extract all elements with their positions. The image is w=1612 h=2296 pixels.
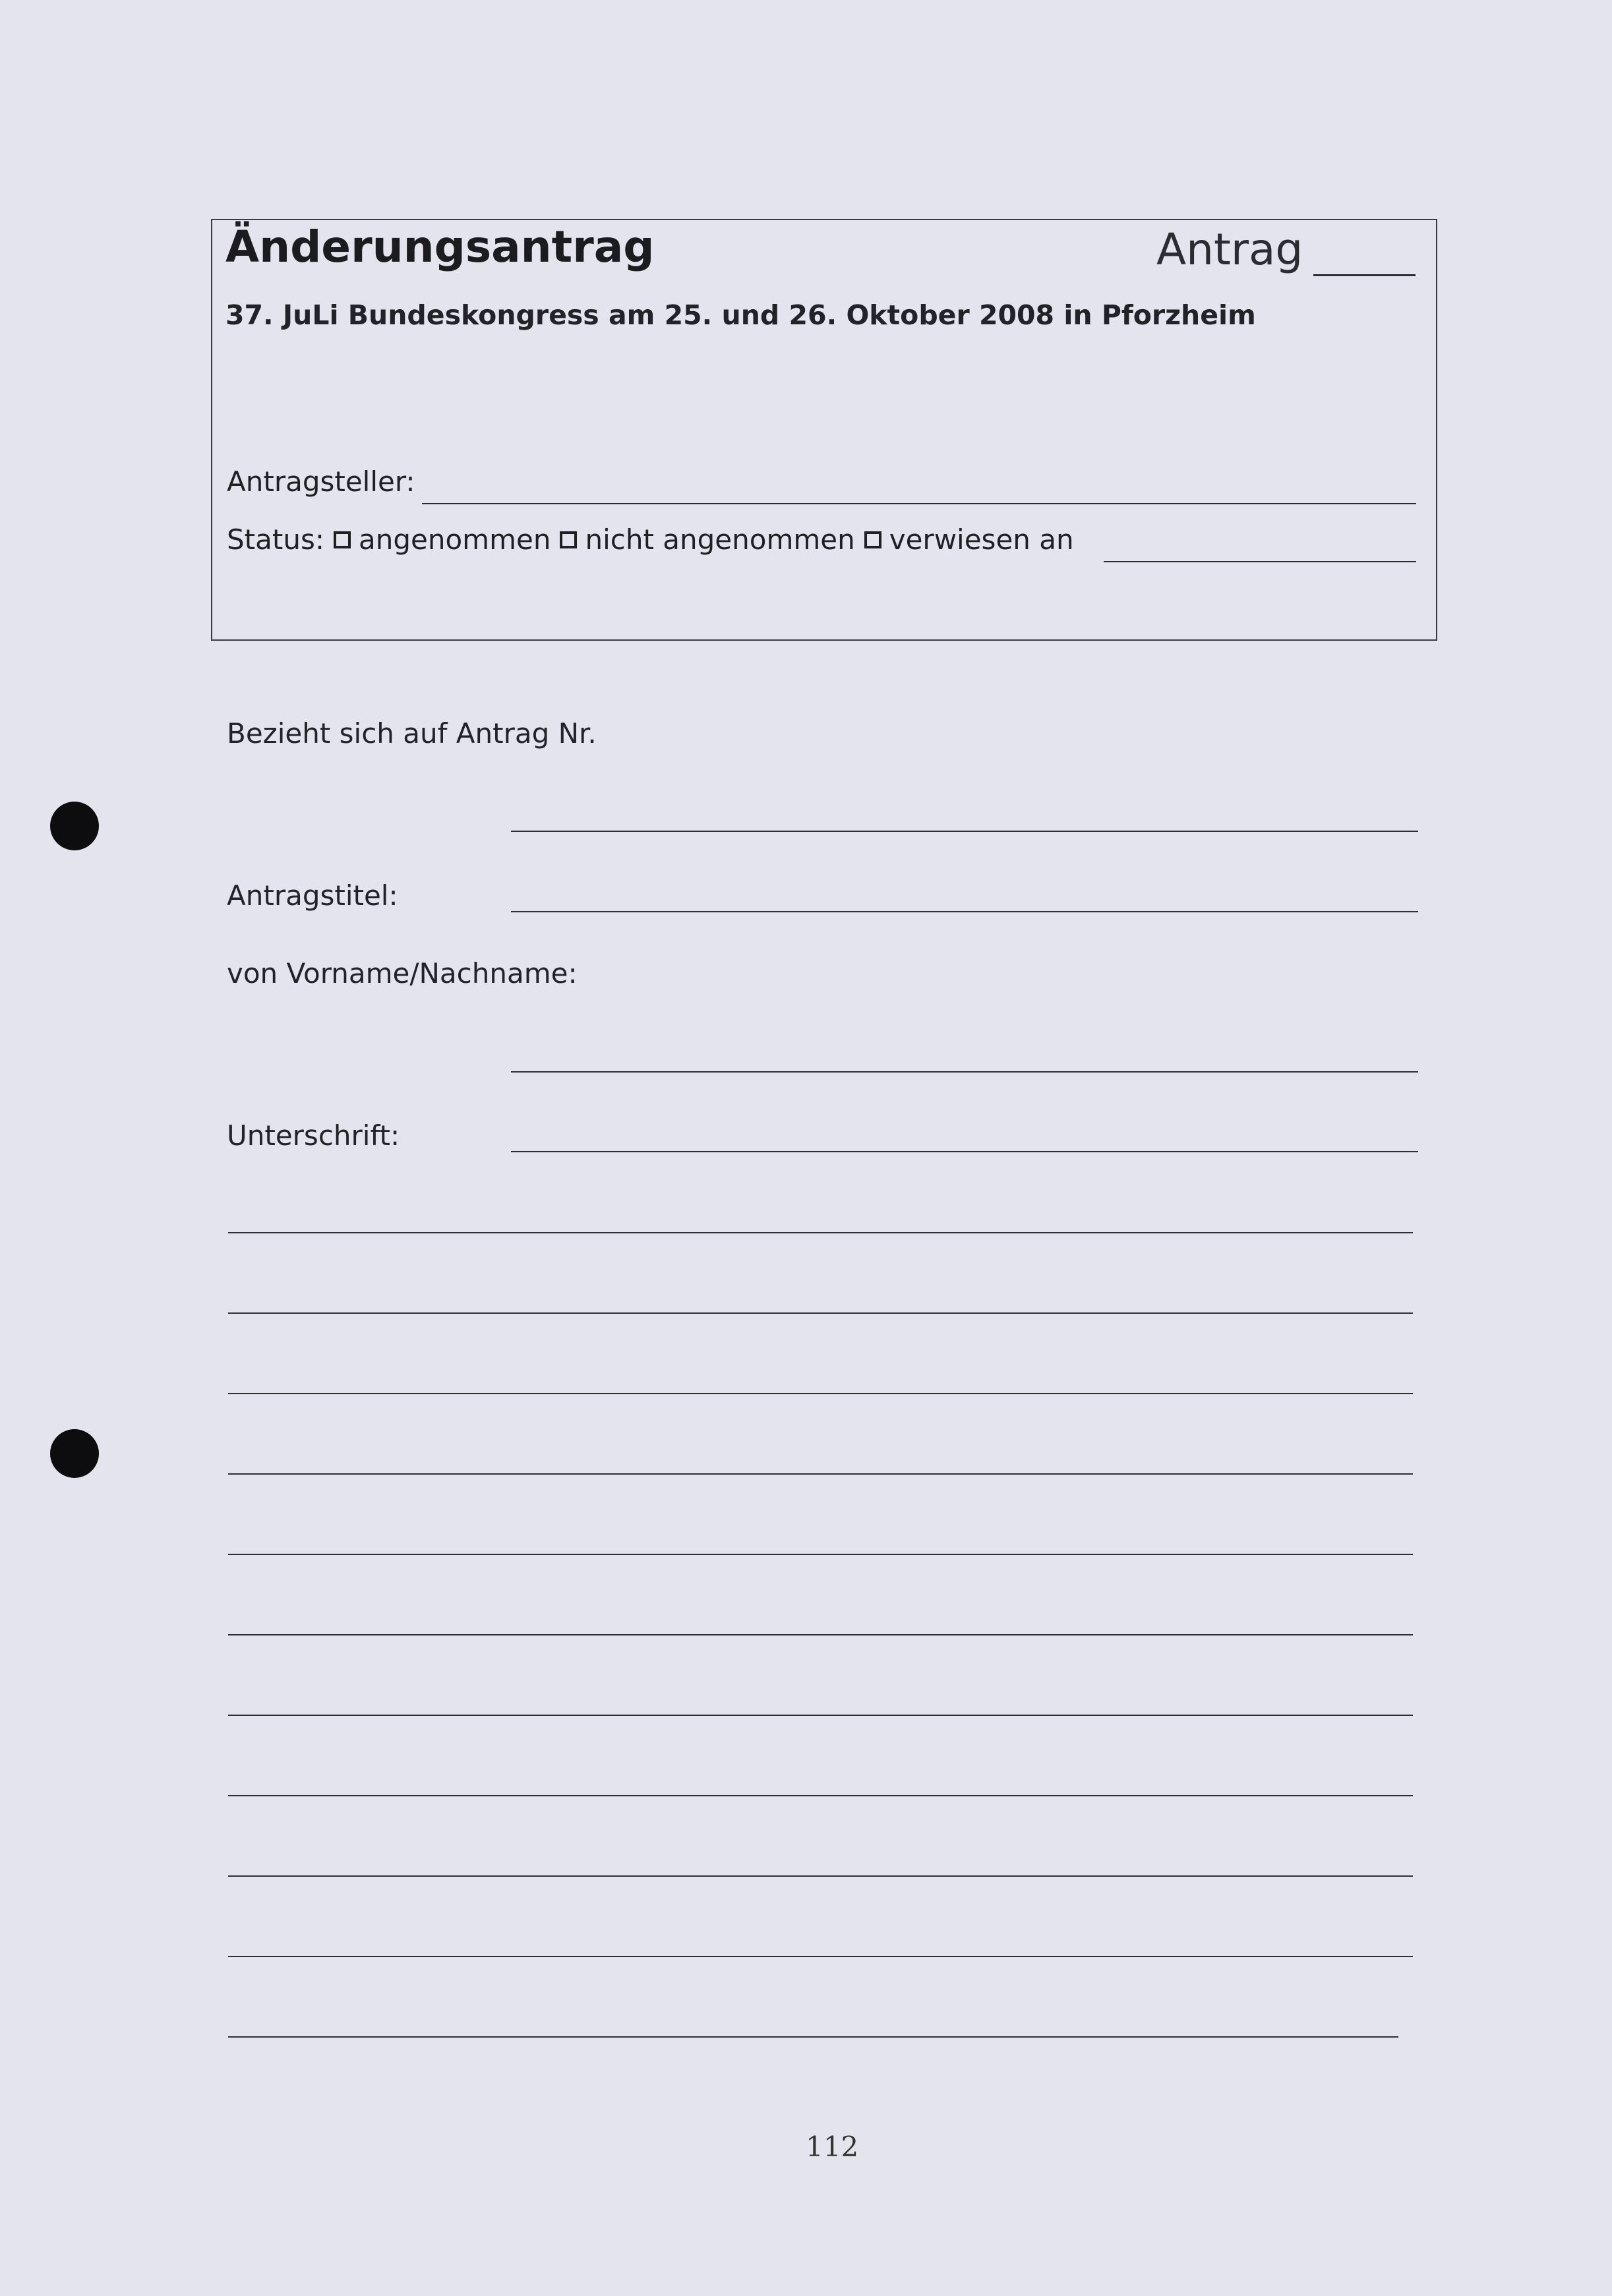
text-line[interactable] [228, 1634, 1413, 1635]
antrag-number-label: Antrag [1156, 224, 1303, 275]
punch-hole [50, 802, 99, 850]
status-option-accepted: angenommen [358, 523, 551, 556]
checkbox-rejected[interactable] [560, 531, 577, 548]
checkbox-accepted[interactable] [334, 531, 351, 548]
refers-to-label: Bezieht sich auf Antrag Nr. [227, 717, 597, 750]
signature-label: Unterschrift: [227, 1119, 400, 1152]
page-number: 112 [806, 2131, 859, 2163]
motion-title-field[interactable] [511, 911, 1418, 912]
name-field[interactable] [511, 1071, 1418, 1073]
text-line[interactable] [228, 1473, 1413, 1475]
refers-to-field[interactable] [511, 831, 1418, 832]
checkbox-referred[interactable] [864, 531, 881, 548]
status-option-referred: verwiesen an [889, 523, 1074, 556]
antrag-number-field[interactable] [1313, 274, 1416, 276]
name-label: von Vorname/Nachname: [227, 957, 578, 989]
signature-field[interactable] [511, 1151, 1418, 1152]
text-line[interactable] [228, 1715, 1413, 1716]
form-title: Änderungsantrag [225, 221, 655, 272]
applicant-field[interactable] [422, 503, 1416, 504]
text-line[interactable] [228, 1554, 1413, 1555]
punch-hole [50, 1429, 99, 1478]
text-line[interactable] [228, 1875, 1413, 1877]
motion-title-label: Antragstitel: [227, 879, 398, 912]
referred-to-field[interactable] [1104, 561, 1416, 562]
text-line[interactable] [228, 2036, 1398, 2038]
text-line[interactable] [228, 1393, 1413, 1394]
text-line[interactable] [228, 1795, 1413, 1796]
form-header-box [211, 219, 1437, 641]
status-option-rejected: nicht angenommen [585, 523, 855, 556]
status-label: Status: [227, 523, 324, 556]
status-row [227, 523, 1074, 556]
applicant-label: Antragsteller: [227, 465, 415, 498]
text-line[interactable] [228, 1956, 1413, 1957]
text-line[interactable] [228, 1312, 1413, 1314]
congress-subtitle: 37. JuLi Bundeskongress am 25. und 26. Oktober 2008 in Pforzheim [225, 299, 1256, 331]
text-line[interactable] [228, 1232, 1413, 1233]
